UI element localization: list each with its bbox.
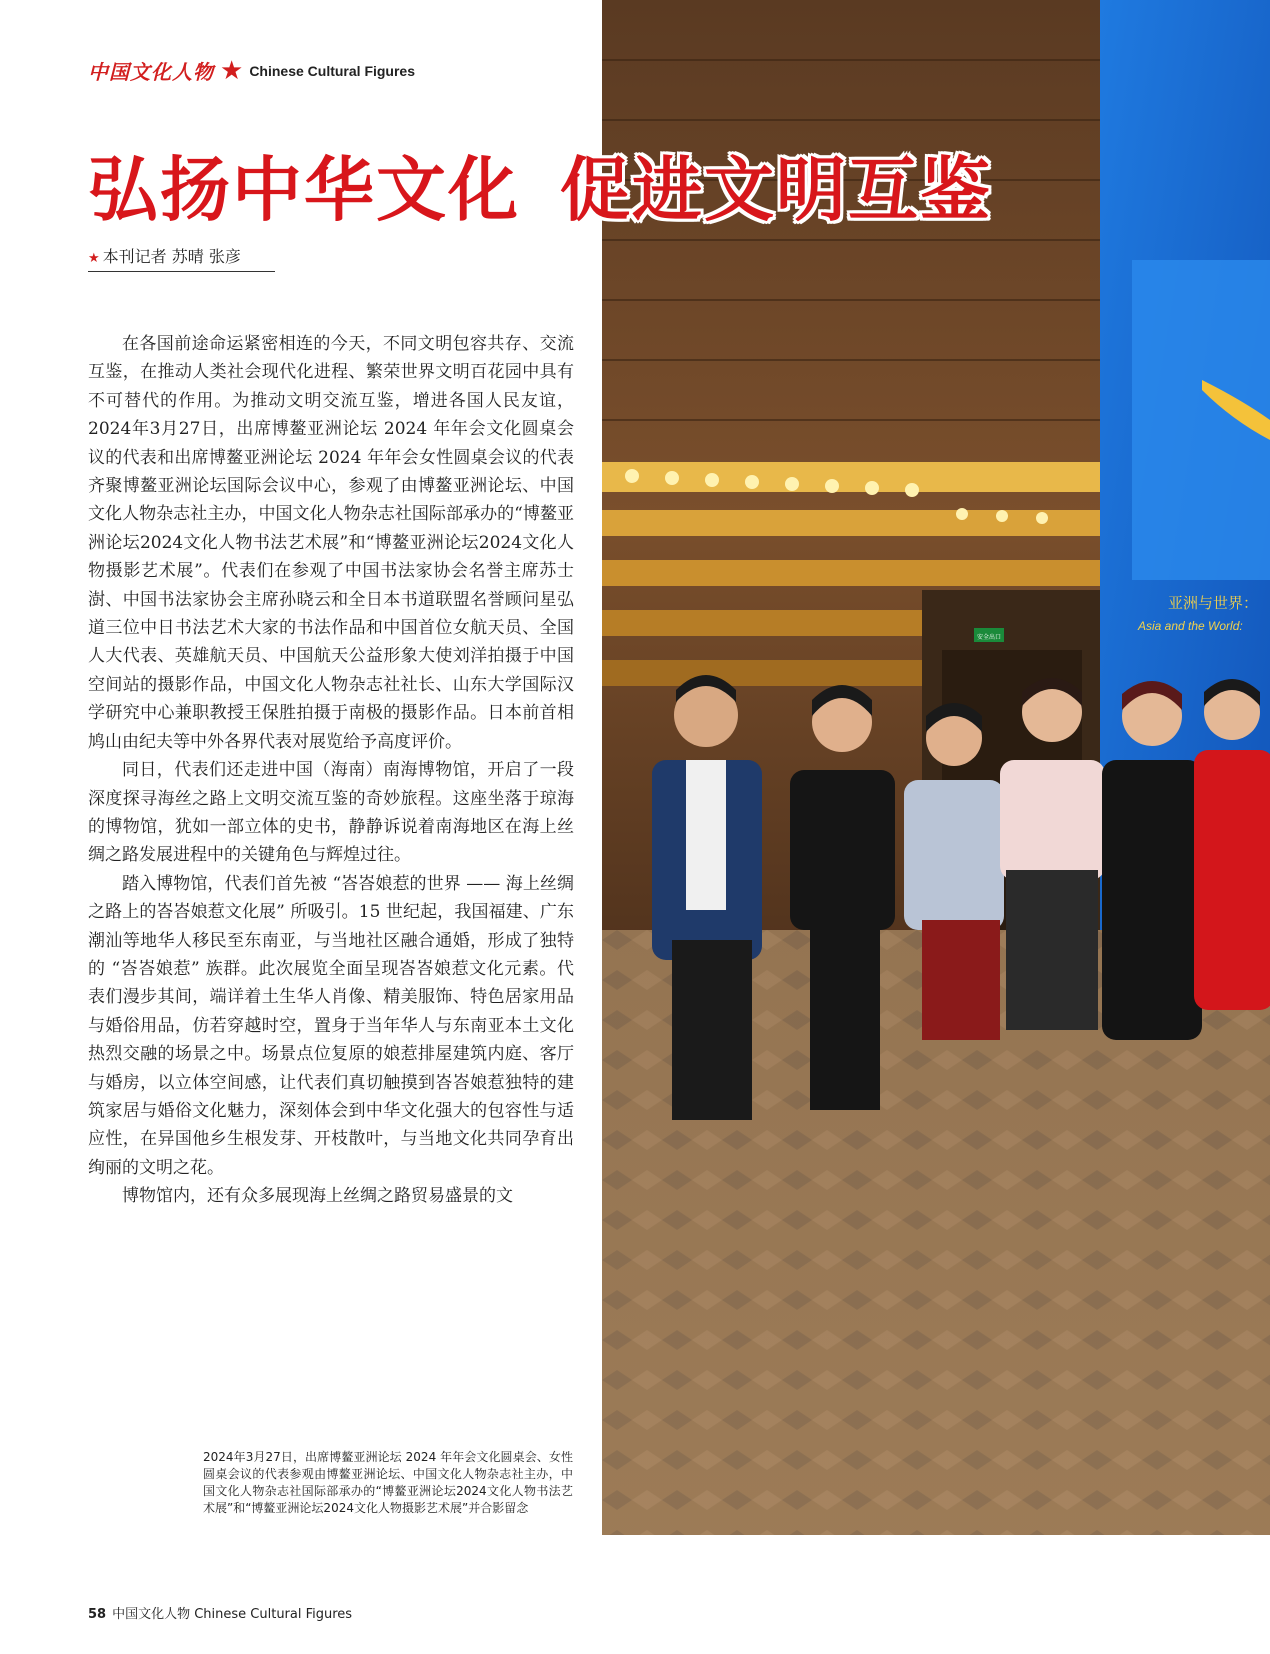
photo-caption: 2024年3月27日，出席博鳌亚洲论坛 2024 年年会文化圆桌会、女性圆桌会议的代表参观由博鳌亚洲论坛、中国文化人物杂志社主办，中国文化人物杂志社国际部承办的“博鳌亚洲论坛2024文化人物书法艺术展”和“博鳌亚洲论坛2024文化人物摄影艺术展”并合影留念 <box>203 1450 573 1515</box>
screen-text-cn: 亚洲与世界： <box>1168 594 1259 612</box>
page-number: 58 <box>88 1607 107 1622</box>
paragraph-3: 踏入博物馆，代表们首先被 “峇峇娘惹的世界 —— 海上丝绸之路上的峇峇娘惹文化展” 所吸引。15 世纪起，我国福建、广东潮汕等地华人移民至东南亚，与当地社区融合通婚，形成了独特的 “峇峇娘惹” 族群。此次展览全面呈现峇峇娘惹文化元素。代表们漫步其间，端详着土生华人肖像、精美服饰、特色居家用品与婚俗用品，仿若穿越时空，置身于当年华人与东南亚本土文化热烈交融的场景之中。场景点位复原的娘惹排屋建筑内庭、客厅与婚房，以立体空间感，让代表们真切触摸到峇峇娘惹独特的建筑家居与婚俗文化魅力，深刻体会到中华文化强大的包容性与适应性，在异国他乡生根发芽、开枝散叶，与当地文化共同孕育出绚丽的文明之花。 <box>88 873 574 1178</box>
headline-part-1: 弘扬中华文化 <box>88 149 520 231</box>
article-body <box>88 330 574 1211</box>
headline-part-2: 促进文明互鉴 <box>560 149 992 231</box>
byline <box>88 244 275 272</box>
paragraph-2: 同日，代表们还走进中国（海南）南海博物馆，开启了一段深度探寻海丝之路上文明交流互鉴的奇妙旅程。这座坐落于琼海的博物馆，犹如一部立体的史书，静静诉说着南海地区在海上丝绸之路发展进程中的关键角色与辉煌过往。 <box>88 760 574 866</box>
exit-sign-text: 安全出口 <box>976 634 1002 641</box>
star-icon: ★ <box>220 55 244 86</box>
article-headline <box>88 145 992 235</box>
footer-text: 中国文化人物 Chinese Cultural Figures <box>112 1607 353 1622</box>
paragraph-4: 博物馆内，还有众多展现海上丝绸之路贸易盛景的文 <box>122 1186 513 1207</box>
paragraph-1: 在各国前途命运紧密相连的今天，不同文明包容共存、交流互鉴，在推动人类社会现代化进程、繁荣世界文明百花园中具有不可替代的作用。为推动文明交流互鉴，增进各国人民友谊，2024年3月27日，出席博鳌亚洲论坛 2024 年年会文化圆桌会议的代表和出席博鳌亚洲论坛 2024 年年会女性圆桌会议的代表齐聚博鳌亚洲论坛国际会议中心，参观了由博鳌亚洲论坛、中国文化人物杂志社主办，中国文化人物杂志社国际部承办的“博鳌亚洲论坛2024文化人物书法艺术展”和“博鳌亚洲论坛2024文化人物摄影艺术展”。代表们在参观了中国书法家协会名誉主席苏士澍、中国书法家协会主席孙晓云和全日本书道联盟名誉顾问星弘道三位中日书法艺术大家的书法作品和中国首位女航天员、全国人大代表、英雄航天员、中国航天公益形象大使刘洋拍摄于中国空间站的摄影作品，中国文化人物杂志社社长、山东大学国际汉学研究中心兼职教授王保胜拍摄于南极的摄影作品。日本前首相鸠山由纪夫等中外各界代表对展览给予高度评价。 <box>88 334 574 752</box>
brand-name-en: Chinese Cultural Figures <box>249 62 416 79</box>
byline-text: 本刊记者 苏晴 张彦 <box>102 247 241 266</box>
page-footer <box>88 1603 352 1622</box>
star-icon: ★ <box>88 251 100 266</box>
screen-text-en: Asia and the World: <box>1138 619 1243 633</box>
brand-name-cn: 中国文化人物 <box>88 60 214 84</box>
magazine-brand <box>88 56 415 85</box>
